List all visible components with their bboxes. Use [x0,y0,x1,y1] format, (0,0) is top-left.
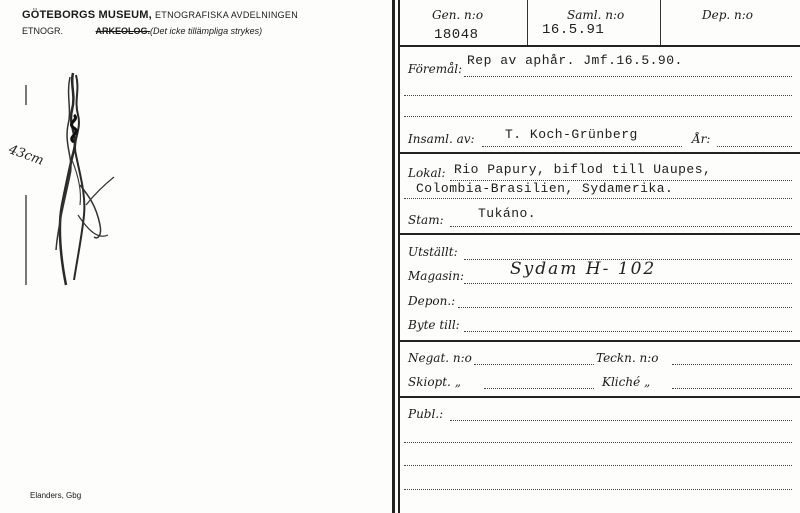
category-label: ETNOGR. [22,26,64,36]
fill-line [404,198,792,199]
catalog-form [392,0,800,513]
fill-line [450,226,792,227]
fill-line [672,364,792,365]
rope-sketch [18,65,128,295]
fill-line [464,283,792,284]
measurement-note: 43cm [6,142,46,169]
byte-label: Byte till: [408,318,460,332]
section-divider [400,152,800,154]
lokal-value-line1: Rio Papury, biflod till Uaupes, [454,162,712,177]
depon-label: Depon.: [408,294,456,308]
stam-value: Tukáno. [478,206,537,221]
strike-note: (Det icke tillämpliga strykes) [150,26,263,36]
fill-line [458,307,792,308]
printer-imprint: Elanders, Gbg [30,491,82,500]
section-divider [400,233,800,235]
magasin-value: Sydam H- 102 [510,259,657,279]
fill-line [404,95,792,96]
department-name: ETNOGRAFISKA AVDELNINGEN [154,10,299,20]
fill-line [404,465,792,466]
card-letterhead [22,7,298,39]
saml-number-value: 16.5.91 [542,22,605,38]
kliche-label: Kliché „ [602,375,651,389]
fill-line [464,331,792,332]
form-border [392,0,395,513]
fill-line [484,388,594,389]
foremal-value: Rep av aphår. Jmf.16.5.90. [467,53,683,68]
column-divider [660,0,661,45]
section-divider [400,45,800,47]
teckn-label: Teckn. n:o [596,351,659,365]
fill-line [450,420,792,421]
magasin-label: Magasin: [408,269,465,283]
gen-number-label: Gen. n:o [432,8,484,22]
fill-line [717,146,792,147]
ar-label: År: [692,132,711,146]
fill-line [404,116,792,117]
lokal-label: Lokal: [408,166,446,180]
section-divider [400,396,800,398]
negat-label: Negat. n:o [408,351,472,365]
foremal-label: Föremål: [408,62,463,76]
saml-number-label: Saml. n:o [567,8,625,22]
column-divider [527,0,528,45]
form-border-inner [398,0,400,513]
fill-line [672,388,792,389]
fill-line [404,489,792,490]
fill-line [464,76,792,77]
fill-line [404,442,792,443]
skiopt-label: Skiopt. „ [408,375,461,389]
utstallt-label: Utställt: [408,245,458,259]
section-divider [400,340,800,342]
lokal-value-line2: Colombia-Brasilien, Sydamerika. [416,181,674,196]
gen-number-value: 18048 [434,27,479,43]
publ-label: Publ.: [408,407,444,421]
institution-name: GÖTEBORGS MUSEUM, [22,9,152,21]
stam-label: Stam: [408,213,444,227]
insaml-label: Insaml. av: [408,132,475,146]
struck-category-label: ARKEOLOG. [95,26,151,36]
fill-line [474,364,594,365]
dep-number-label: Dep. n:o [702,8,754,22]
insaml-value: T. Koch-Grünberg [505,127,638,142]
fill-line [482,146,682,147]
